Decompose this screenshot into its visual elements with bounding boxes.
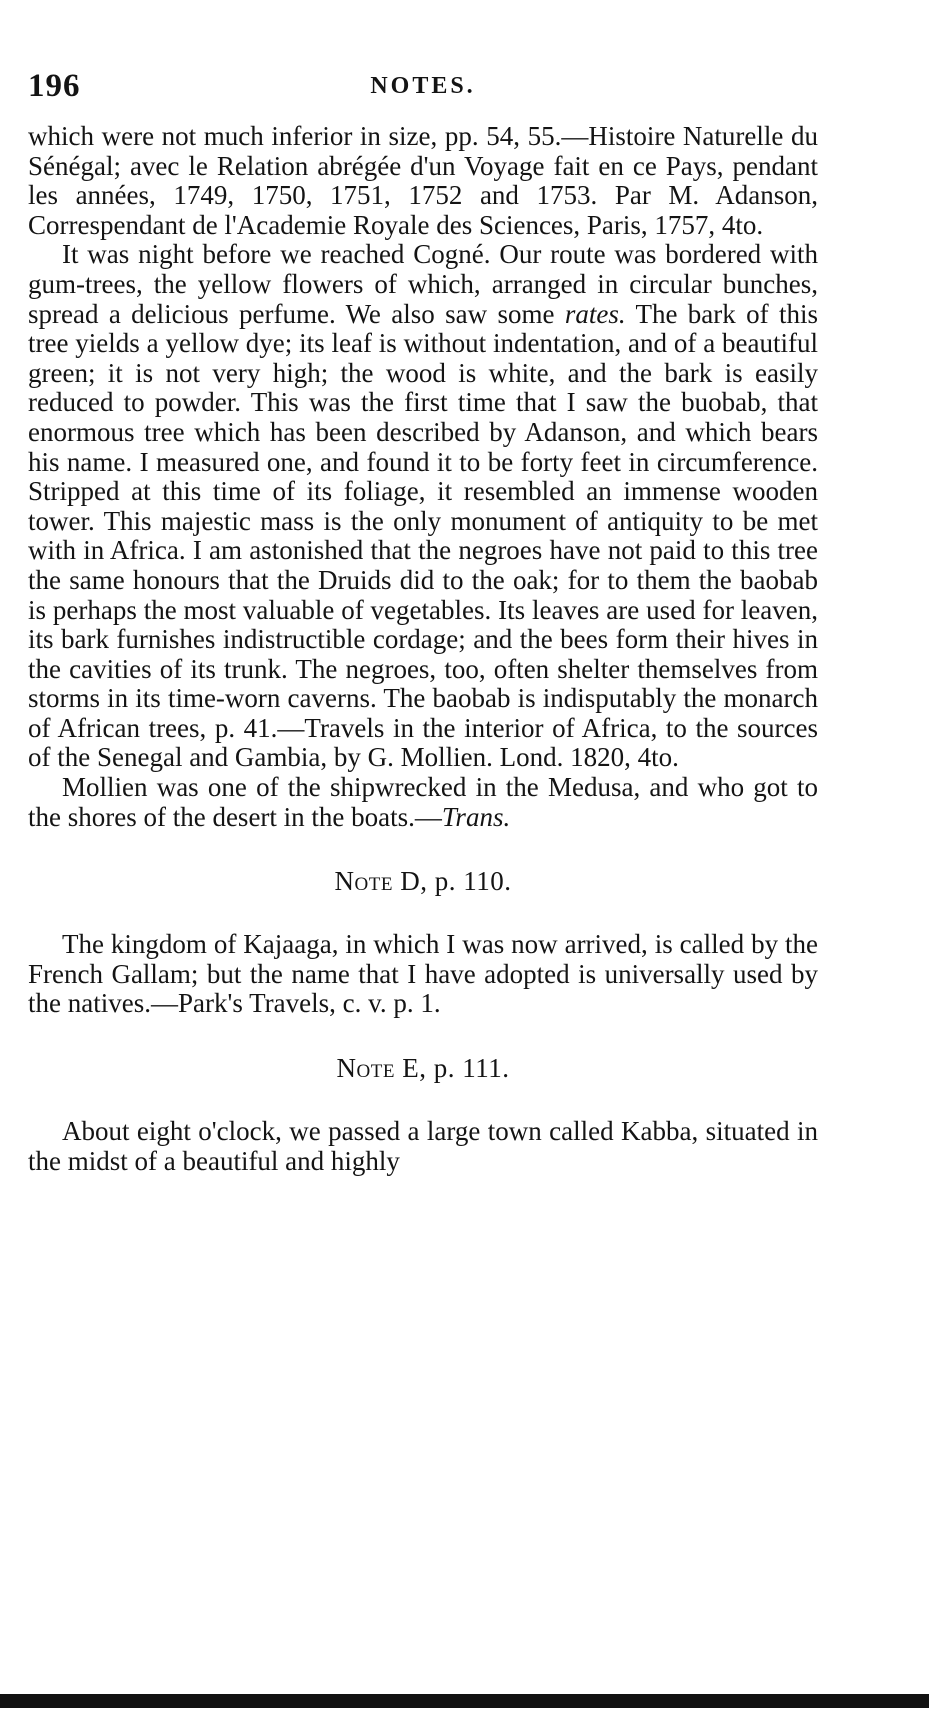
paragraph-adanson-citation: which were not much inferior in size, pp. 54, 55.—Histoire Naturelle du Sénégal; avec le Relation abrégée d'un Voyage fait en ce Pays, pendant les années, 1749, 1750, 1751, 1752 and 1753. Par M. Adanson, Correspendant de l'Academie Royale des Sciences, Paris, 1757, 4to.: [28, 121, 818, 240]
running-title: NOTES.: [370, 73, 476, 99]
paragraph-mollien: [28, 773, 818, 832]
note-e-heading: [28, 1053, 818, 1083]
note-d-label: Note: [334, 866, 393, 897]
note-d-ref: D, p. 110.: [392, 866, 512, 897]
page-number: 196: [28, 68, 81, 104]
paragraph-baobab-part2: The bark of this tree yields a yellow dye; its leaf is without indentation, and of a beautiful green; it is not very high; the wood is white, and the bark is easily reduced to powder. This was the first time that I saw the buobab, that enormous tree which has been described by Adanson, and which bears his name. I measured one, and found it to be forty feet in circumference. Stripped at this time of its foliage, it resembled an immense wooden tower. This majestic mass is the only monument of antiquity to be met with in Africa. I am astonished that the negroes have not paid to this tree the same honours that the Druids did to the oak; for to them the baobab is perhaps the most valuable of vegetables. Its leaves are used for leaven, its bark furnishes indistructible cordage; and the bees form their hives in the cavities of its trunk. The negroes, too, often shelter themselves from storms in its time-worn caverns. The baobab is indisputably the monarch of African trees, p. 41.—Travels in the interior of Africa, to the sources of the Senegal and Gambia, by G. Mollien. Lond. 1820, 4to.: [28, 298, 818, 773]
bottom-scan-edge: [0, 1694, 929, 1708]
note-e-label: Note: [336, 1053, 395, 1084]
translator-mark: Trans.: [441, 801, 511, 832]
paragraph-mollien-text: Mollien was one of the shipwrecked in the Medusa, and who got to the shores of the desert in the boats.—: [28, 772, 818, 832]
paragraph-baobab-part1: It was night before we reached Cogné. Our route was bordered with gum-trees, the yellow flowers of which, arranged in circular bunches, spread a delicious perfume. We also saw some: [28, 239, 818, 329]
paragraph-kajaaga: The kingdom of Kajaaga, in which I was now arrived, is called by the French Gallam; but the name that I have adopted is universally used by the natives.—Park's Travels, c. v. p. 1.: [28, 929, 818, 1019]
rates-italic: rates.: [564, 298, 626, 329]
note-d-heading: [28, 866, 818, 896]
paragraph-baobab: [28, 240, 818, 773]
note-e-ref: E, p. 111.: [394, 1053, 510, 1084]
running-head: [28, 60, 818, 122]
book-page: [28, 60, 818, 1176]
paragraph-kabba: About eight o'clock, we passed a large town called Kabba, situated in the midst of a beautiful and highly: [28, 1116, 818, 1176]
